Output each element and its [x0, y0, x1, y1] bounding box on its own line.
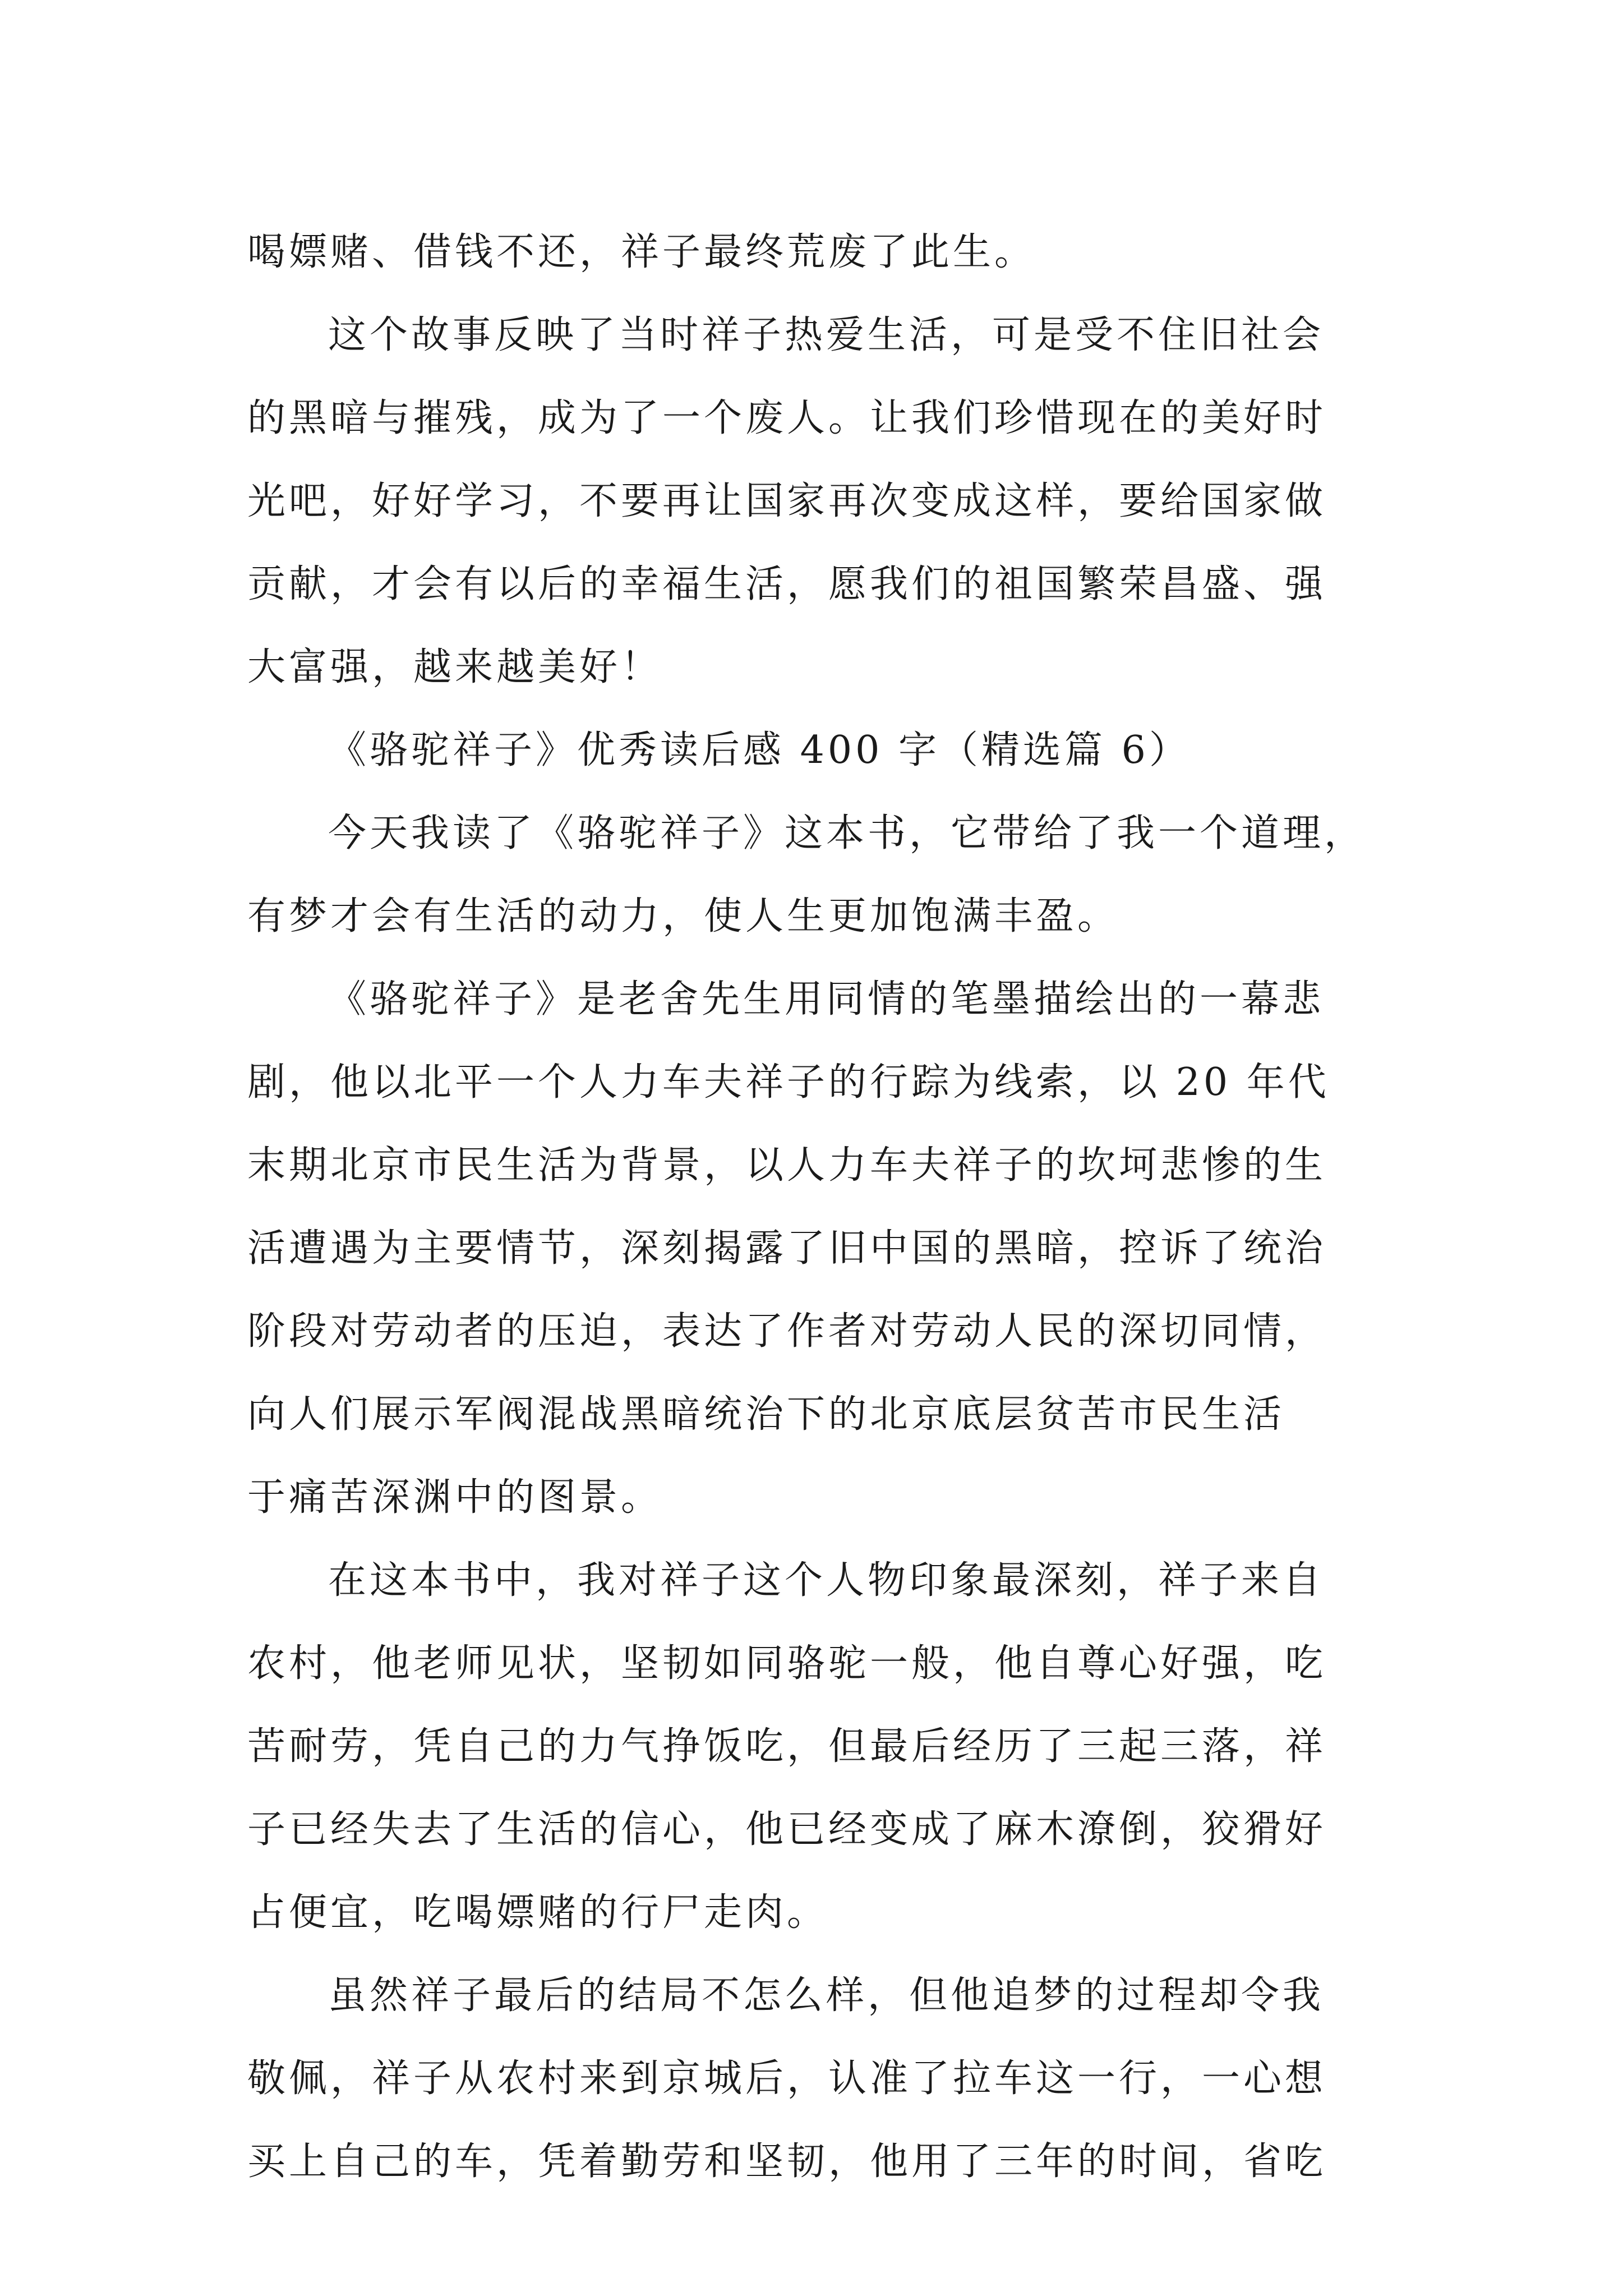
text-line: 敬佩，祥子从农村来到京城后，认准了拉车这一行，一心想 — [247, 2056, 1327, 2101]
text-line: 有梦才会有生活的动力，使人生更加饱满丰盈。 — [247, 894, 1119, 938]
document-body — [247, 211, 1391, 2203]
text-line: 光吧，好好学习，不要再让国家再次变成这样，要给国家做 — [247, 479, 1327, 523]
text-line: 农村，他老师见状，坚韧如同骆驼一般，他自尊心好强，吃 — [247, 1641, 1327, 1686]
text-line: 苦耐劳，凭自己的力气挣饭吃，但最后经历了三起三落，祥 — [247, 1724, 1327, 1769]
text-line: 虽然祥子最后的结局不怎么样，但他追梦的过程却令我 — [328, 1973, 1325, 2018]
text-line: 的黑暗与摧残，成为了一个废人。让我们珍惜现在的美好时 — [247, 396, 1327, 440]
text-line: 在这本书中，我对祥子这个人物印象最深刻，祥子来自 — [328, 1558, 1325, 1603]
text-line: 这个故事反映了当时祥子热爱生活，可是受不住旧社会 — [328, 313, 1325, 357]
text-line: 今天我读了《骆驼祥子》这本书，它带给了我一个道理， — [328, 811, 1366, 855]
text-line: 《骆驼祥子》优秀读后感 400 字（精选篇 6） — [328, 728, 1191, 772]
text-line: 《骆驼祥子》是老舍先生用同情的笔墨描绘出的一幕悲 — [328, 977, 1325, 1022]
text-line: 贡献，才会有以后的幸福生活，愿我们的祖国繁荣昌盛、强 — [247, 562, 1327, 606]
text-line: 大富强，越来越美好！ — [247, 645, 663, 689]
text-line: 剧，他以北平一个人力车夫祥子的行踪为线索，以 20 年代 — [247, 1060, 1330, 1105]
text-line: 喝嫖赌、借钱不还，祥子最终荒废了此生。 — [247, 230, 1036, 274]
text-line: 末期北京市民生活为背景，以人力车夫祥子的坎坷悲惨的生 — [247, 1143, 1327, 1188]
text-line: 子已经失去了生活的信心，他已经变成了麻木潦倒，狡猾好 — [247, 1807, 1327, 1852]
text-line: 于痛苦深渊中的图景。 — [247, 1475, 663, 1520]
text-line: 向人们展示军阀混战黑暗统治下的北京底层贫苦市民生活 — [247, 1392, 1285, 1437]
text-line: 阶段对劳动者的压迫，表达了作者对劳动人民的深切同情， — [247, 1309, 1327, 1354]
text-line: 活遭遇为主要情节，深刻揭露了旧中国的黑暗，控诉了统治 — [247, 1226, 1327, 1271]
text-line: 买上自己的车，凭着勤劳和坚韧，他用了三年的时间，省吃 — [247, 2139, 1327, 2184]
text-line: 占便宜，吃喝嫖赌的行尸走肉。 — [247, 1890, 829, 1935]
